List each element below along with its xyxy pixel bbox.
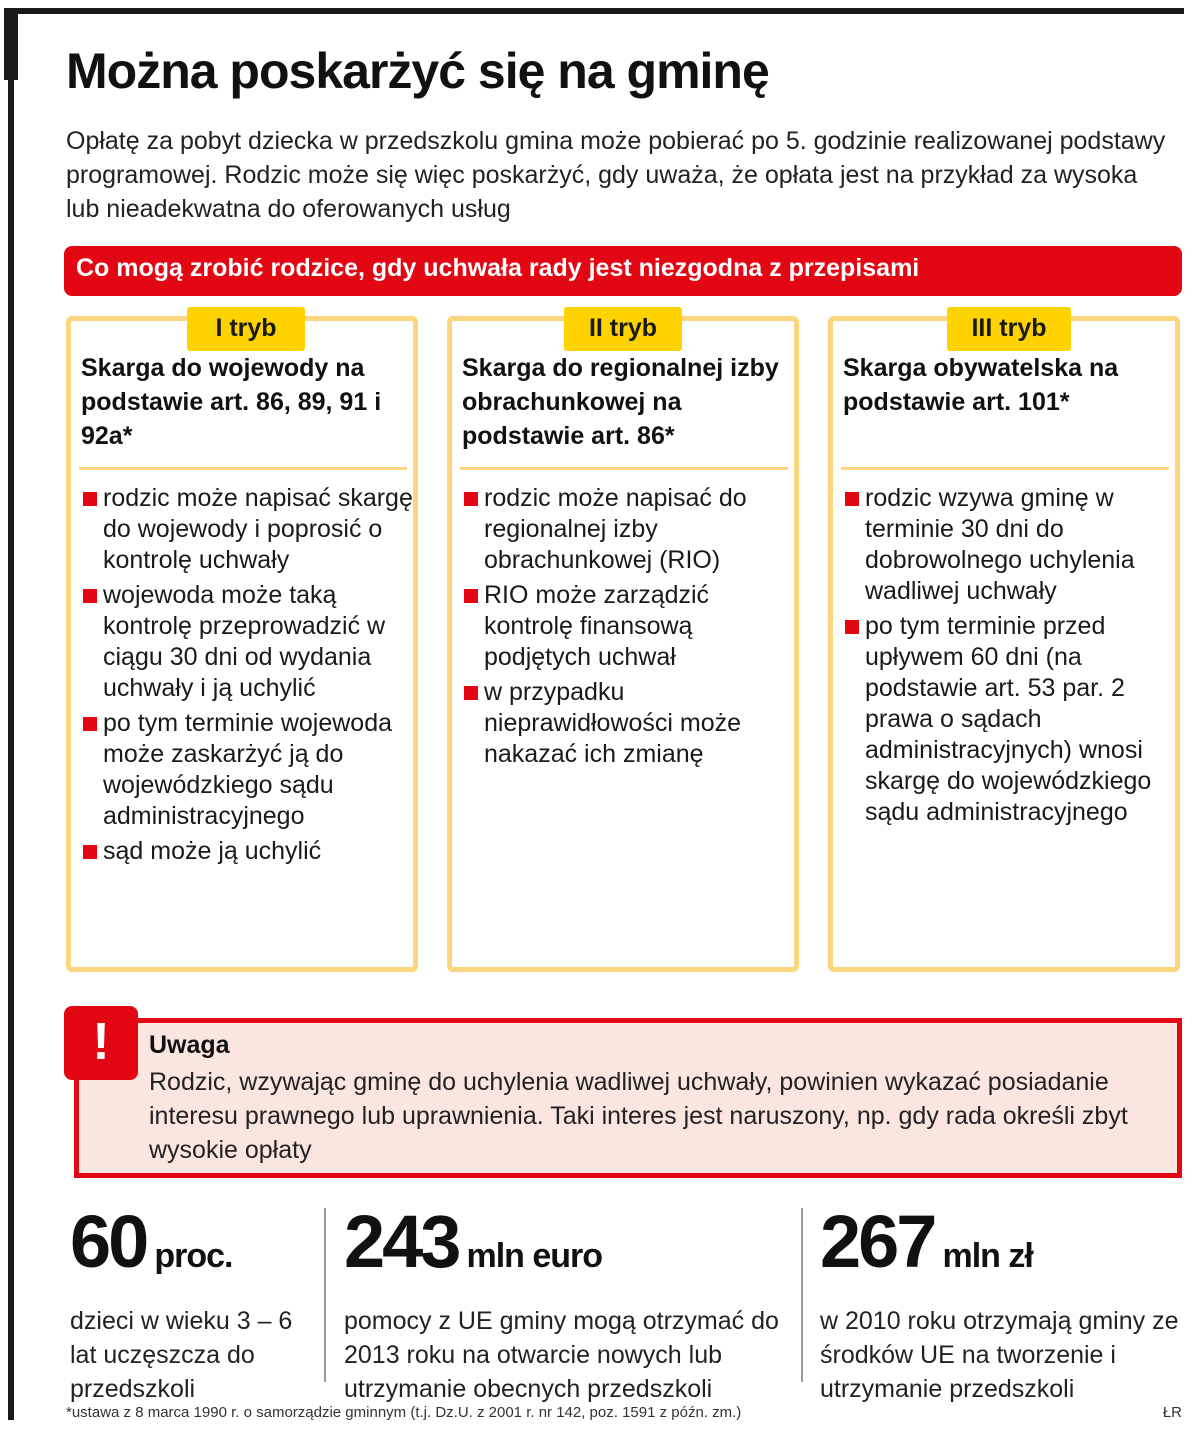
- list-item: [81, 708, 421, 832]
- list-item: [843, 611, 1183, 828]
- list-item: [462, 677, 802, 770]
- list-item-text: po tym terminie wojewoda może zaskarżyć ją do wojewódzkiego sądu administracyjnego: [103, 709, 393, 830]
- frame-top-rule: [8, 8, 1184, 14]
- column-list: [843, 483, 1183, 832]
- list-item: [81, 483, 421, 576]
- column-tab: II tryb: [564, 307, 682, 351]
- stat-value: [344, 1202, 794, 1296]
- column-tryb-1: [66, 316, 418, 972]
- bullet-square-icon: [83, 845, 97, 859]
- banner: Co mogą zrobić rodzice, gdy uchwała rady jest niezgodna z przepisami: [64, 246, 1182, 296]
- headline: Można poskarżyć się na gminę: [66, 43, 769, 99]
- column-divider: [79, 467, 407, 470]
- bullet-square-icon: [464, 492, 478, 506]
- column-title: Skarga do regionalnej izby obrachunkowej na podstawie art. 86*: [462, 354, 779, 450]
- list-item-text: w przypadku nieprawidłowości może nakazać ich zmianę: [484, 678, 742, 768]
- list-item-text: rodzic może napisać do regionalnej izby obrachunkowej (RIO): [484, 484, 747, 574]
- column-divider: [841, 467, 1169, 470]
- stat-243-mln-euro: [344, 1202, 794, 1406]
- list-item: [81, 580, 421, 704]
- bullet-square-icon: [83, 717, 97, 731]
- column-tryb-2: [447, 316, 799, 972]
- stat-description: dzieci w wieku 3 – 6 lat uczęszcza do przedszkoli: [70, 1307, 293, 1403]
- stat-number: 267: [820, 1200, 935, 1283]
- stat-description: w 2010 roku otrzymają gminy ze środków UE na tworzenie i utrzymanie przedszkoli: [820, 1307, 1179, 1403]
- exclamation-icon: !: [64, 1006, 138, 1080]
- stat-unit: mln zł: [942, 1237, 1033, 1275]
- list-item: [843, 483, 1183, 607]
- column-tab: I tryb: [187, 307, 305, 351]
- frame-left-rule: [8, 8, 14, 1420]
- bullet-square-icon: [845, 492, 859, 506]
- column-list: [462, 483, 802, 774]
- frame-corner-block: [4, 8, 18, 80]
- column-title: Skarga obywatelska na podstawie art. 101*: [843, 354, 1119, 416]
- list-item-text: wojewoda może taką kontrolę przeprowadzić w ciągu 30 dni od wydania uchwały i ją uchylić: [103, 581, 386, 702]
- list-item-text: RIO może zarządzić kontrolę finansową podjętych uchwał: [484, 581, 710, 671]
- stat-60-proc: [70, 1202, 320, 1406]
- stat-divider: [324, 1208, 326, 1382]
- bullet-square-icon: [845, 620, 859, 634]
- author-credit: ŁR: [1162, 1404, 1182, 1421]
- bullet-square-icon: [83, 589, 97, 603]
- stat-description: pomocy z UE gminy mogą otrzymać do 2013 roku na otwarcie nowych lub utrzymanie obecnych przedszkoli: [344, 1307, 779, 1403]
- stat-value: [820, 1202, 1190, 1296]
- column-list: [81, 483, 421, 871]
- bullet-square-icon: [83, 492, 97, 506]
- stat-number: 60: [70, 1200, 147, 1283]
- list-item: [81, 836, 421, 867]
- stat-unit: mln euro: [466, 1237, 603, 1275]
- footnote: *ustawa z 8 marca 1990 r. o samorządzie gminnym (t.j. Dz.U. z 2001 r. nr 142, poz. 1591 z późn. zm.): [66, 1404, 742, 1421]
- stat-unit: proc.: [154, 1237, 233, 1275]
- column-tab: III tryb: [947, 307, 1071, 351]
- column-divider: [460, 467, 788, 470]
- bullet-square-icon: [464, 686, 478, 700]
- list-item: [462, 483, 802, 576]
- stat-267-mln-zl: [820, 1202, 1190, 1406]
- bullet-square-icon: [464, 589, 478, 603]
- stat-value: [70, 1202, 320, 1296]
- stat-divider: [801, 1208, 803, 1382]
- stat-number: 243: [344, 1200, 459, 1283]
- list-item-text: rodzic może napisać skargę do wojewody i poprosić o kontrolę uchwały: [103, 484, 413, 574]
- list-item: [462, 580, 802, 673]
- note-text: Rodzic, wzywając gminę do uchylenia wadliwej uchwały, powinien wykazać posiadanie interesu prawnego lub uprawnienia. Taki interes jest naruszony, np. gdy rada określi zbyt wysokie opłaty: [149, 1068, 1128, 1164]
- column-title: Skarga do wojewody na podstawie art. 86, 89, 91 i 92a*: [81, 354, 382, 450]
- list-item-text: rodzic wzywa gminę w terminie 30 dni do dobrowolnego uchylenia wadliwej uchwały: [865, 484, 1135, 605]
- note-box: [74, 1018, 1182, 1178]
- list-item-text: sąd może ją uchylić: [103, 837, 322, 865]
- column-tryb-3: [828, 316, 1180, 972]
- note-title: Uwaga: [149, 1031, 230, 1059]
- list-item-text: po tym terminie przed upływem 60 dni (na podstawie art. 53 par. 2 prawa o sądach administracyjnych) wnosi skargę do wojewódzkiego sądu administracyjnego: [865, 612, 1152, 826]
- lead-paragraph: Opłatę za pobyt dziecka w przedszkolu gmina może pobierać po 5. godzinie realizowanej podstawy programowej. Rodzic może się więc poskarżyć, gdy uważa, że opłata jest na przykład za wysoka lub nieadekwatna do oferowanych usług: [66, 127, 1166, 223]
